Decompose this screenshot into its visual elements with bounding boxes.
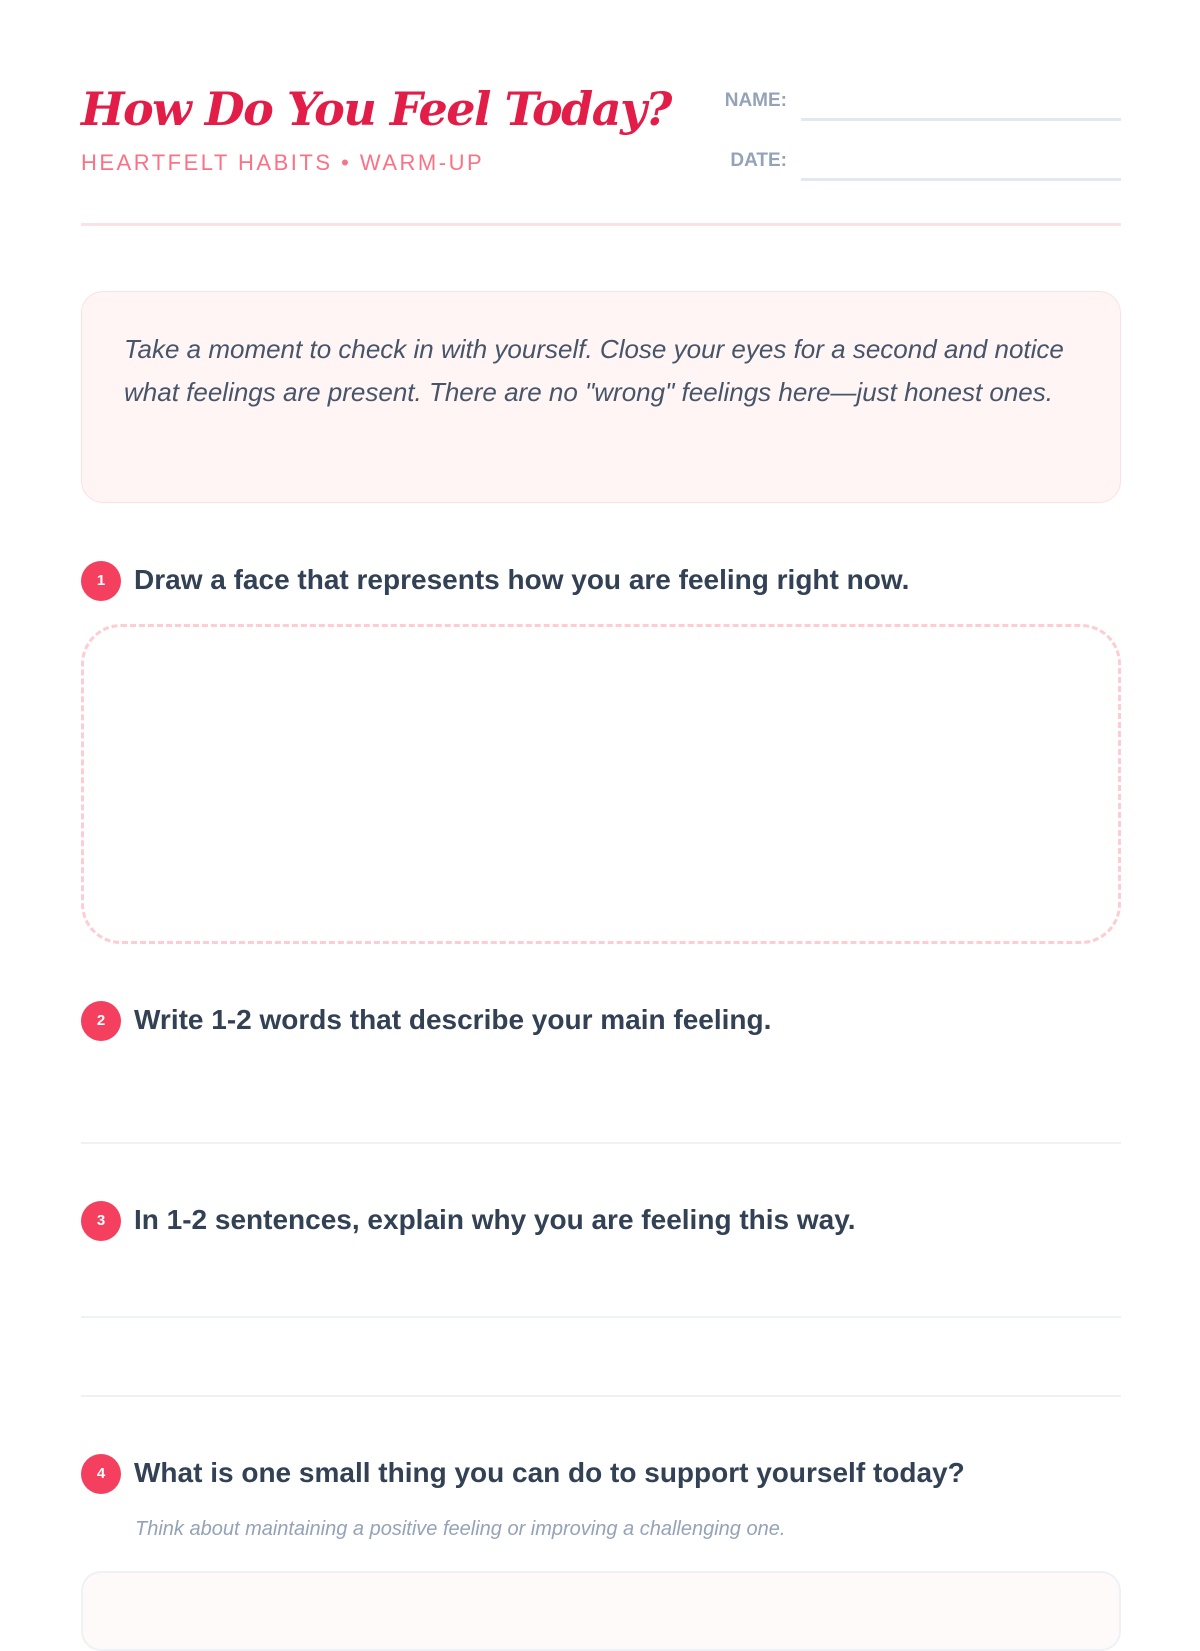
worksheet-header xyxy=(81,80,1121,226)
question-text: Write 1-2 words that describe your main feeling. xyxy=(134,1004,772,1035)
name-row xyxy=(701,86,1121,126)
intro-box xyxy=(81,291,1121,503)
question-hint: Think about maintaining a positive feeling or improving a challenging one. xyxy=(135,1518,786,1540)
question-text: In 1-2 sentences, explain why you are feeling this way. xyxy=(134,1204,856,1235)
answer-line[interactable] xyxy=(81,1395,1121,1397)
question-4 xyxy=(81,1453,1121,1495)
name-field[interactable] xyxy=(801,118,1121,121)
question-number-badge: 3 xyxy=(81,1201,121,1241)
answer-line[interactable] xyxy=(81,1142,1121,1144)
name-label: NAME: xyxy=(724,90,787,111)
question-number-badge: 1 xyxy=(81,561,121,601)
date-field[interactable] xyxy=(801,178,1121,181)
support-answer-box[interactable] xyxy=(81,1571,1121,1651)
page-subtitle: HEARTFELT HABITS • WARM-UP xyxy=(81,150,485,175)
question-1 xyxy=(81,560,1121,602)
question-text: Draw a face that represents how you are feeling right now. xyxy=(134,564,910,595)
question-2 xyxy=(81,1000,1121,1042)
drawing-area[interactable] xyxy=(81,624,1121,944)
question-number-badge: 4 xyxy=(81,1454,121,1494)
question-number-badge: 2 xyxy=(81,1001,121,1041)
question-text: What is one small thing you can do to support yourself today? xyxy=(134,1457,965,1488)
date-label: DATE: xyxy=(730,150,787,171)
question-3 xyxy=(81,1200,1121,1242)
answer-line[interactable] xyxy=(81,1316,1121,1318)
page-title: How Do You Feel Today? xyxy=(81,82,671,136)
intro-text: Take a moment to check in with yourself. Close your eyes for a second and notice what feelings are present. There are no "wrong" feelings here—just honest ones. xyxy=(124,334,1064,407)
date-row xyxy=(701,146,1121,186)
worksheet-page xyxy=(81,0,1121,1600)
